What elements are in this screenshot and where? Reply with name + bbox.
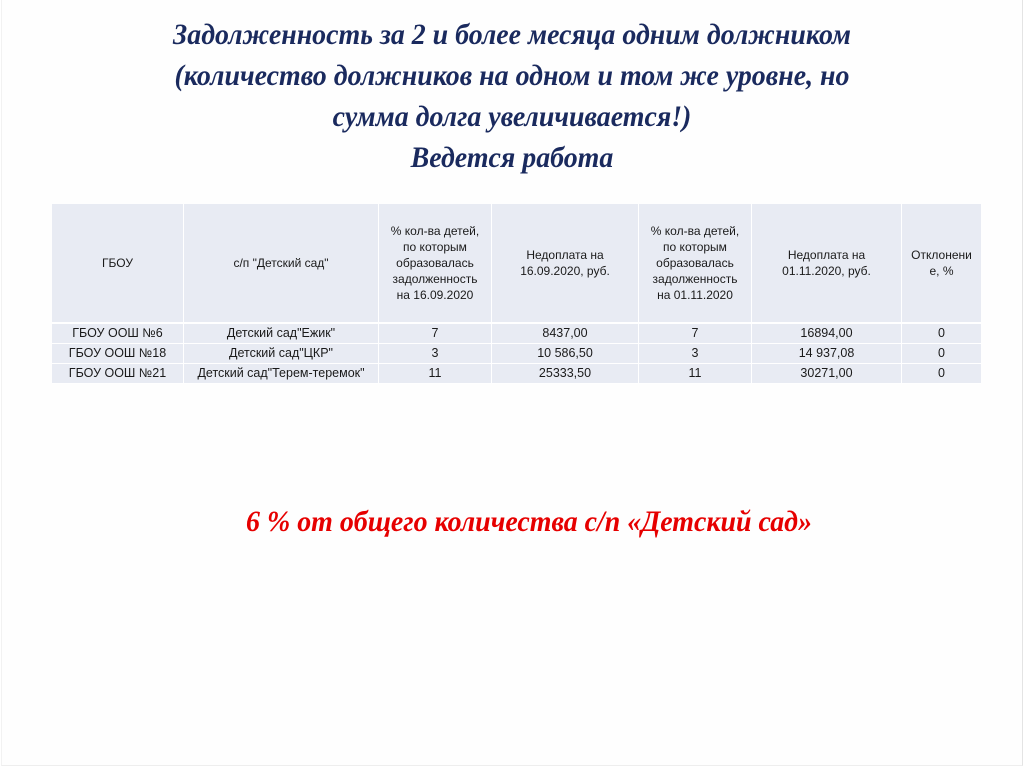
header-underpay-nov <box>752 204 902 324</box>
header-school: ГБОУ <box>52 204 184 324</box>
cell-kindergarten: Детский сад"Ежик" <box>184 324 379 344</box>
cell-school: ГБОУ ООШ №21 <box>52 364 184 384</box>
header-kindergarten: с/п "Детский сад" <box>184 204 379 324</box>
cell-deviation: 0 <box>902 344 981 364</box>
header-line: на 01.11.2020 <box>657 288 733 302</box>
slide <box>1 0 1023 766</box>
header-line: Недоплата на <box>526 248 604 262</box>
debt-table <box>52 204 981 384</box>
header-line: % кол-ва детей, <box>650 224 740 238</box>
header-line: % кол-ва детей, <box>390 224 480 238</box>
header-line: задолженность <box>652 272 738 286</box>
table-header-row <box>52 204 981 324</box>
header-percent-sep <box>379 204 492 324</box>
cell-percent-sep: 3 <box>379 344 492 364</box>
cell-underpay-sep: 8437,00 <box>492 324 639 344</box>
header-line: образовалась <box>656 256 734 270</box>
cell-kindergarten: Детский сад"ЦКР" <box>184 344 379 364</box>
table-row <box>52 364 981 384</box>
header-line: 01.11.2020, руб. <box>782 264 871 278</box>
cell-percent-sep: 11 <box>379 364 492 384</box>
cell-percent-nov: 11 <box>639 364 752 384</box>
cell-kindergarten: Детский сад"Терем-теремок" <box>184 364 379 384</box>
slide-title <box>38 14 987 178</box>
header-percent-nov <box>639 204 752 324</box>
cell-underpay-sep: 25333,50 <box>492 364 639 384</box>
cell-percent-sep: 7 <box>379 324 492 344</box>
summary-note: 6 % от общего количества с/п «Детский сад» <box>246 505 812 538</box>
header-line: Недоплата на <box>787 248 866 262</box>
header-line: по которым <box>663 240 727 254</box>
header-line: е, % <box>929 264 954 278</box>
cell-school: ГБОУ ООШ №18 <box>52 344 184 364</box>
title-line-4: Ведется работа <box>410 141 614 174</box>
header-underpay-sep <box>492 204 639 324</box>
cell-deviation: 0 <box>902 364 981 384</box>
title-line-2: (количество должников на одном и том же уровне, но <box>174 59 850 92</box>
cell-percent-nov: 3 <box>639 344 752 364</box>
header-line: по которым <box>403 240 467 254</box>
cell-underpay-sep: 10 586,50 <box>492 344 639 364</box>
header-line: на 16.09.2020 <box>396 288 474 302</box>
cell-underpay-nov: 16894,00 <box>752 324 902 344</box>
cell-underpay-nov: 30271,00 <box>752 364 902 384</box>
title-line-3: сумма долга увеличивается!) <box>332 100 692 133</box>
table-row <box>52 344 981 364</box>
header-deviation <box>902 204 981 324</box>
cell-percent-nov: 7 <box>639 324 752 344</box>
header-line: образовалась <box>396 256 474 270</box>
cell-deviation: 0 <box>902 324 981 344</box>
cell-school: ГБОУ ООШ №6 <box>52 324 184 344</box>
cell-underpay-nov: 14 937,08 <box>752 344 902 364</box>
header-line: 16.09.2020, руб. <box>520 264 610 278</box>
header-line: задолженность <box>392 272 478 286</box>
title-line-1: Задолженность за 2 и более месяца одним должником <box>173 18 851 51</box>
header-line: Отклонени <box>911 248 972 262</box>
table-row <box>52 324 981 344</box>
